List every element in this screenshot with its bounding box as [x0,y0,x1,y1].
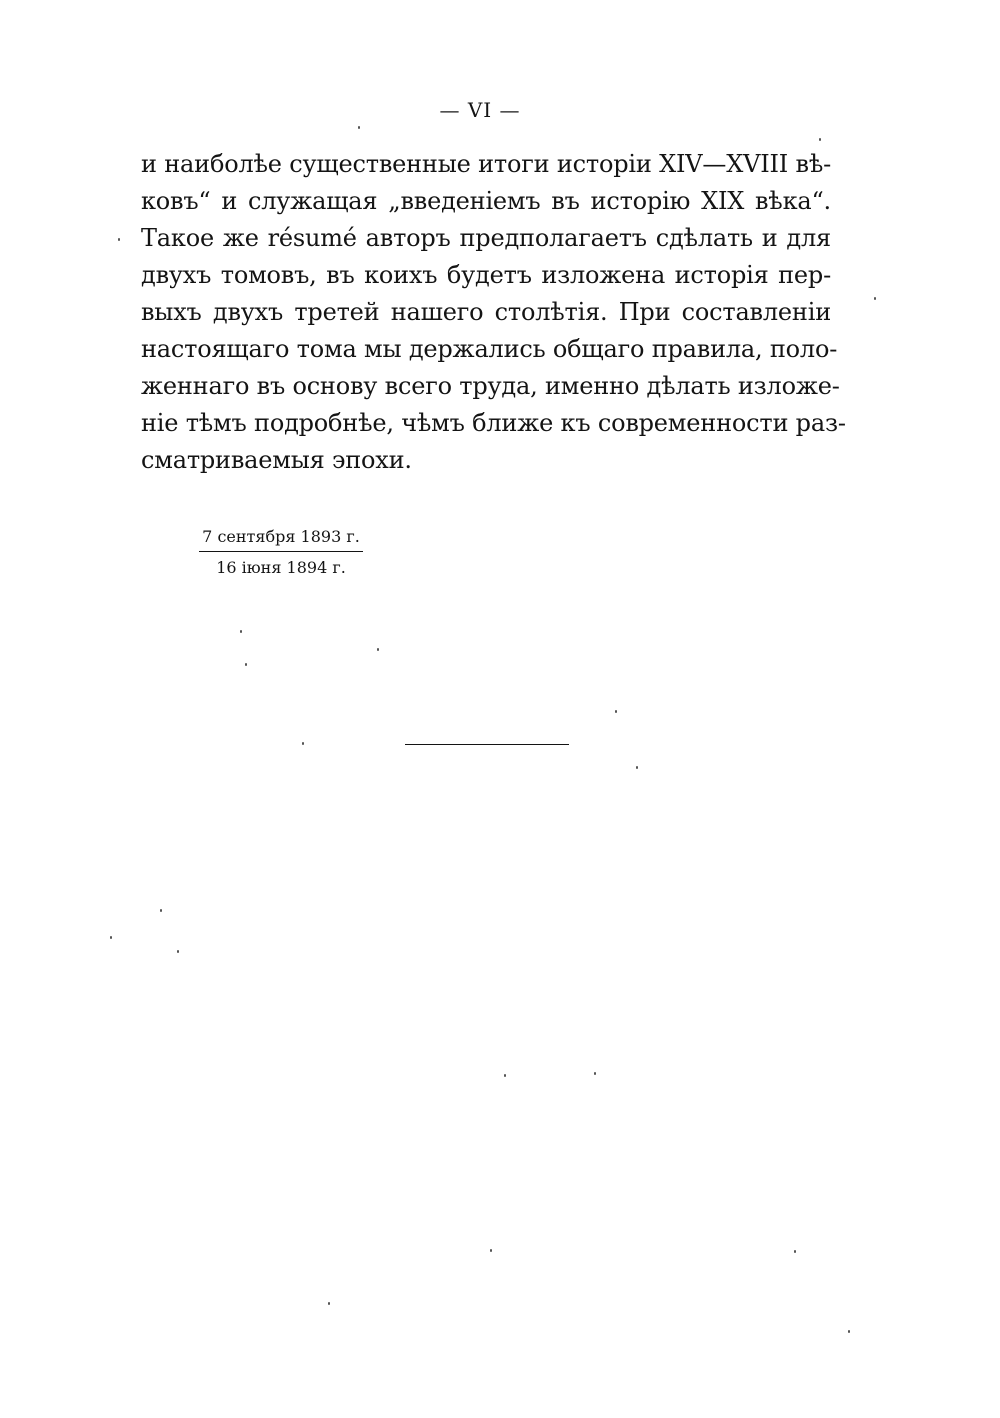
scan-speck [177,950,179,953]
scan-speck [594,1072,596,1075]
scan-speck [240,630,242,633]
scan-speck [358,126,360,129]
section-end-rule [405,744,569,745]
text-line: выхъ двухъ третей нашего столѣтія. При составленіи [141,298,831,326]
scan-speck [118,238,120,241]
scan-speck [160,909,162,912]
scan-speck [504,1074,506,1077]
date-end: 16 іюня 1894 г. [216,558,346,577]
scan-speck [615,710,617,713]
scan-speck [874,297,876,300]
scan-speck [794,1250,796,1253]
scan-speck [636,766,638,769]
date-start: 7 сентября 1893 г. [202,527,360,546]
date-block [199,525,363,580]
text-line: ковъ“ и служащая „введеніемъ въ исторію XIX вѣка“. [141,187,831,215]
scan-speck [110,936,112,939]
text-line: двухъ томовъ, въ коихъ будетъ изложена исторія пер- [141,261,831,289]
scan-speck [377,648,379,651]
text-line: настоящаго тома мы держались общаго правила, поло- [141,335,838,363]
date-divider [199,551,363,552]
text-line: женнаго въ основу всего труда, именно дѣлать изложе- [141,372,840,400]
scan-speck [328,1302,330,1305]
text-line: ніе тѣмъ подробнѣе, чѣмъ ближе къ современности раз- [141,409,846,437]
scan-speck [490,1249,492,1252]
text-line: и наиболѣе существенные итоги исторіи XIV—XVIII вѣ- [141,150,831,178]
page-number: — VI — [439,98,521,122]
text-line-last: сматриваемыя эпохи. [141,446,412,474]
scan-speck [848,1330,850,1333]
scan-speck [302,742,304,745]
body-text [141,146,846,479]
text-line: Такое же résumé авторъ предполагаетъ сдѣлать и для [141,224,831,252]
scan-speck [245,663,247,666]
scan-speck [819,138,821,141]
